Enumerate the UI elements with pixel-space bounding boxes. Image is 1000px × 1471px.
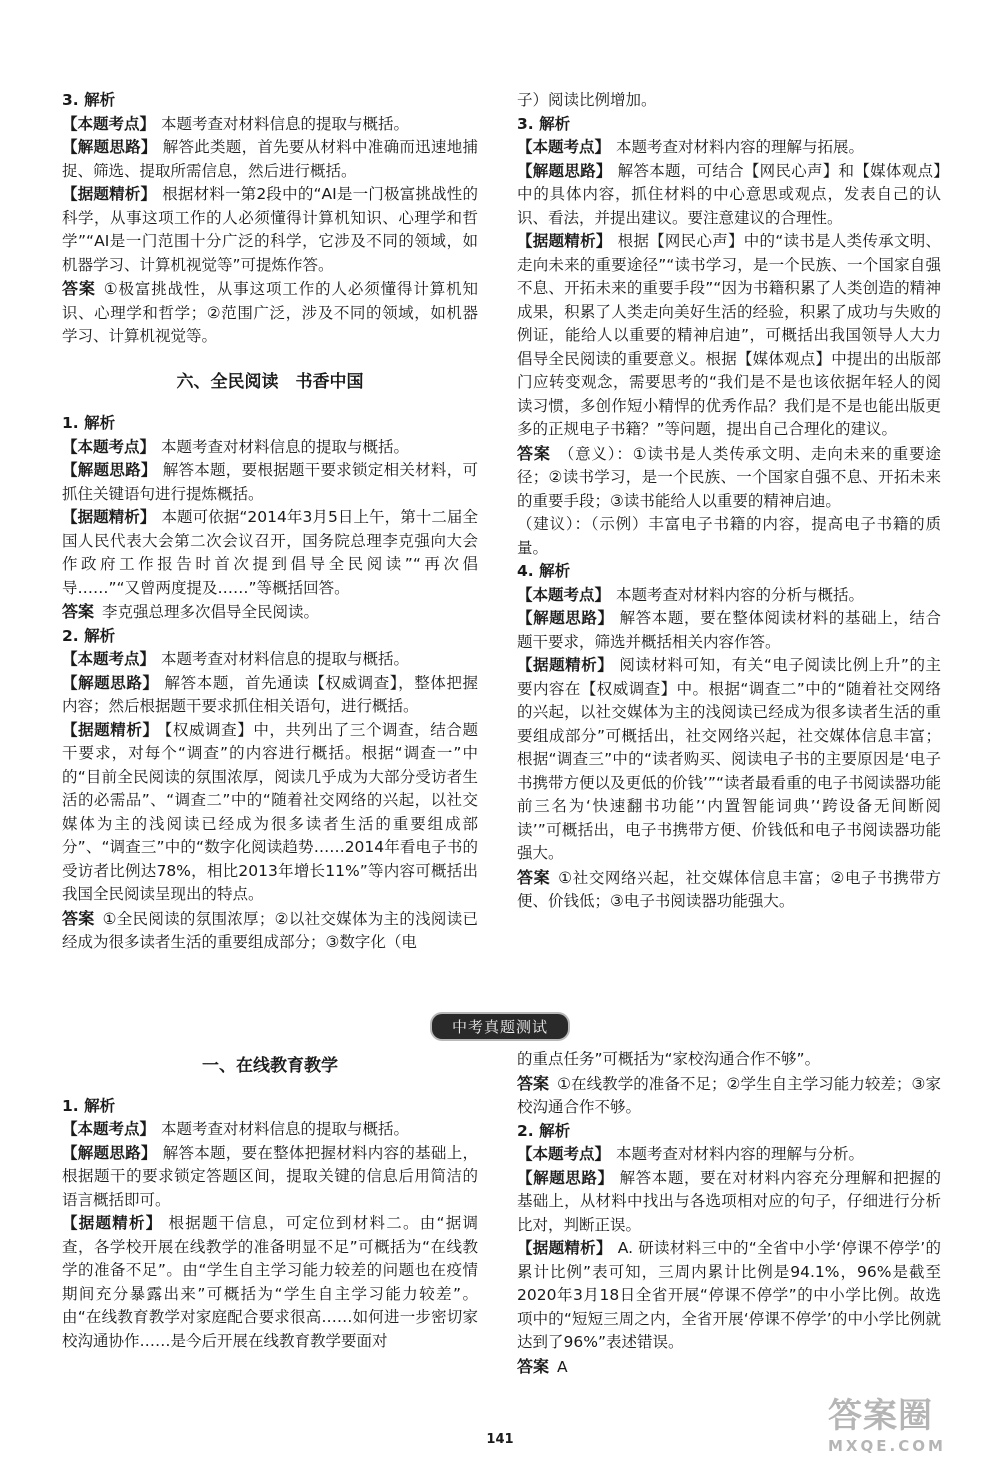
answer-label: 答案 (62, 908, 95, 928)
exam-banner (0, 1011, 1000, 1045)
label-kaodian: 【本题考点】 (62, 437, 156, 456)
q3-silu (517, 160, 941, 231)
answer-label: 答案 (62, 279, 96, 298)
q1-kaodian (62, 1118, 478, 1142)
q1-jingxi-text: 根据题干信息，可定位到材料二。由“据调查，各学校开展在线教学的准备明显不足”可概括为“在线教学的准备不足”。由“学生自主学习能力较差的问题也在疫情期间充分暴露出来”可概括为“学生自主学习能力较差”。由“在线教育教学对家庭配合要求很高……如何进一步密切家校沟通协作……是今后开展在线教育教学要面对 (62, 1214, 478, 1350)
q1-silu-text: 解答本题，要根据题干要求锁定相关材料，可抓住关键语句进行提炼概括。 (62, 461, 478, 503)
right-column-top (517, 89, 941, 914)
q1-jingxi (62, 506, 478, 600)
right-column-bottom (517, 1048, 941, 1379)
exam-banner-label: 中考真题测试 (432, 1014, 568, 1039)
q4-answer (517, 866, 941, 914)
label-kaodian: 【本题考点】 (517, 1145, 611, 1163)
question-1-header: 1. 解析 (62, 414, 116, 432)
q3-jingxi (517, 230, 941, 442)
q3-jingxi-text: 根据材料一第2段中的“AI是一门极富挑战性的科学，从事这项工作的人必须懂得计算机知识、心理学和哲学”“AI是一门范围十分广泛的科学，它涉及不同的领域，如机器学习、计算机视觉等”可提炼作答。 (62, 185, 478, 274)
q4-answer-text: ①社交网络兴起，社交媒体信息丰富；②电子书携带方便、价钱低；③电子书阅读器功能强大。 (517, 868, 941, 910)
q2-jingxi (62, 719, 478, 907)
q2-kaodian (62, 648, 478, 672)
q2-silu (62, 672, 478, 719)
q3-jingxi (62, 183, 478, 277)
label-kaodian: 【本题考点】 (517, 138, 611, 156)
left-column-top (62, 89, 478, 955)
label-jingxi: 【据题精析】 (62, 185, 157, 203)
q4-kaodian-text: 本题考查对材料内容的分析与概括。 (616, 585, 865, 604)
answer-label: 答案 (62, 602, 95, 621)
q2-silu-text: 解答本题，要在对材料内容充分理解和把握的基础上，从材料中找出与各选项相对应的句子，仔细进行分析比对，判断正误。 (517, 1168, 941, 1234)
q4-kaodian (517, 584, 941, 608)
watermark-line2: MXQE.COM (828, 1437, 946, 1455)
q2-kaodian-text: 本题考查对材料信息的提取与概括。 (161, 650, 410, 668)
label-silu: 【解题思路】 (62, 138, 157, 156)
q3-kaodian-text: 本题考查对材料信息的提取与概括。 (161, 114, 410, 133)
q2-jingxi-text: 【权威调查】中，共列出了三个调查，结合题干要求，对每个“调查”的内容进行概括。根据“调查一”中的“目前全民阅读的氛围浓厚，阅读几乎成为大部分受访者生活的必需品”、“调查二”中的“随着社交网络的兴起，以社交媒体为主的浅阅读已经成为很多读者生活的重要组成部分”、“调查三”中的“数字化阅读趋势……2014年看电子书的受访者比例达78%，相比2013年增长11%”等内容可概括出我国全民阅读呈现出的特点。 (62, 720, 478, 903)
question-3-header: 3. 解析 (62, 91, 116, 109)
label-silu: 【解题思路】 (517, 1168, 614, 1187)
section-1-title: 一、在线教育教学 (202, 1056, 338, 1076)
q2-silu (517, 1167, 941, 1238)
q3-silu-text: 解答本题，可结合【网民心声】和【媒体观点】中的具体内容，抓住材料的中心意思或观点，发表自己的认识、看法，并提出建议。要注意建议的合理性。 (517, 161, 941, 227)
q4-jingxi-text: 阅读材料可知，有关“电子阅读比例上升”的主要内容在【权威调查】中。根据“调查二”中的“随着社交网络的兴起，以社交媒体为主的浅阅读已经成为很多读者生活的重要组成部分”可概括出，社交网络兴起，社交媒体信息丰富；根据“调查三”中的“读者购买、阅读电子书的主要原因是‘电子书携带方便以及更低的价钱’”“读者最看重的电子书阅读器功能前三名为‘快速翻书功能’‘内置智能词典’‘跨设备无间断阅读’”可概括出，电子书携带方便、价钱低和电子书阅读器功能强大。 (517, 656, 941, 862)
label-jingxi: 【据题精析】 (517, 1239, 612, 1257)
q2-jingxi (517, 1237, 941, 1355)
q1-silu (62, 1142, 478, 1213)
q3-answer-text: （意义）：①读书是人类传承文明、走向未来的重要途径；②读书学习，是一个民族、一个国家自强不息、开拓未来的重要手段；③读书能给人以重要的精神启迪。 (517, 444, 941, 510)
q2-silu-text: 解答本题，首先通读【权威调查】，整体把握内容；然后根据题干要求抓住相关语句，进行概括。 (62, 673, 478, 715)
answer-label: 答案 (517, 443, 551, 463)
label-kaodian: 【本题考点】 (62, 114, 156, 133)
question-3-header: 3. 解析 (517, 114, 571, 133)
label-silu: 【解题思路】 (62, 1143, 157, 1162)
question-2-header: 2. 解析 (517, 1121, 571, 1140)
q3-kaodian (62, 113, 478, 137)
q1-jingxi-continued: 的重点任务”可概括为“家校沟通合作不够”。 (517, 1050, 821, 1068)
page-number: 141 (486, 1432, 514, 1447)
label-jingxi: 【据题精析】 (517, 232, 612, 250)
label-kaodian: 【本题考点】 (62, 650, 156, 668)
section-6-title: 六、全民阅读 书香中国 (176, 371, 364, 392)
q1-kaodian-text: 本题考查对材料信息的提取与概括。 (161, 437, 410, 456)
q1-kaodian-text: 本题考查对材料信息的提取与概括。 (161, 1120, 410, 1138)
q2-jingxi-text: A. 研读材料三中的“全省中小学‘停课不停学’的累计比例”表可知，三周内累计比例是94.1%，96%是截至2020年3月18日全省开展“停课不停学”的中小学比例。故选项中的“短短三周之内，全省开展‘停课不停学’的中小学比例就达到了96%”表述错误。 (517, 1239, 941, 1351)
q1-jingxi-text: 本题可依据“2014年3月5日上午，第十二届全国人民代表大会第二次会议召开，国务院总理李克强向大会作政府工作报告时首次提到倡导全民阅读”“再次倡导……”“又曾两度提及……”等概括回答。 (62, 508, 478, 597)
watermark-logo (828, 1388, 988, 1455)
q1-jingxi (62, 1212, 478, 1353)
q3-answer (517, 442, 941, 514)
label-jingxi: 【据题精析】 (62, 720, 159, 739)
q3-silu (62, 136, 478, 183)
watermark-line1: 答案圈 (828, 1396, 933, 1436)
q3-silu-text: 解答此类题，首先要从材料中准确而迅速地捕捉、筛选、提取所需信息，然后进行概括。 (62, 138, 478, 180)
q2-answer-text: A (557, 1357, 568, 1376)
q3-kaodian (517, 136, 941, 160)
question-4-header: 4. 解析 (517, 562, 571, 580)
label-silu: 【解题思路】 (62, 673, 159, 692)
q1-answer (62, 600, 478, 625)
label-kaodian: 【本题考点】 (517, 585, 611, 604)
q1-silu (62, 459, 478, 506)
left-column-bottom (62, 1056, 478, 1353)
q4-silu (517, 607, 941, 654)
q3-answer-text: ①极富挑战性，从事这项工作的人必须懂得计算机知识、心理学和哲学；②范围广泛，涉及不同的领域，如机器学习、计算机视觉等。 (62, 280, 478, 345)
label-jingxi: 【据题精析】 (62, 1214, 163, 1232)
label-kaodian: 【本题考点】 (62, 1120, 156, 1138)
question-2-header: 2. 解析 (62, 626, 116, 645)
label-silu: 【解题思路】 (517, 609, 614, 627)
q3-kaodian-text: 本题考查对材料内容的理解与拓展。 (616, 138, 865, 156)
q3-answer (62, 277, 478, 349)
q3-jingxi-text: 根据【网民心声】中的“读书是人类传承文明、走向未来的重要途径”“读书学习，是一个民族、一个国家自强不息、开拓未来的重要手段”“因为书籍积累了人类创造的精神成果，积累了人类走向美好生活的经验，积累了成功与失败的例证，能给人以重要的精神启迪”，可概括出我国领导人大力倡导全民阅读的重要意义。根据【媒体观点】中提出的出版部门应转变观念，需要思考的“我们是不是也该依据年轻人的阅读习惯，多创作短小精悍的优秀作品？我们是不是也能出版更多的正规电子书籍？”等问题，提出自己合理化的建议。 (517, 232, 941, 438)
q2-answer-continued: 子）阅读比例增加。 (517, 91, 657, 109)
q1-kaodian (62, 436, 478, 460)
q4-jingxi (517, 654, 941, 866)
q2-kaodian-text: 本题考查对材料内容的理解与分析。 (616, 1145, 865, 1163)
q1-answer-text: ①在线教学的准备不足；②学生自主学习能力较差；③家校沟通合作不够。 (517, 1074, 941, 1116)
label-jingxi: 【据题精析】 (517, 656, 614, 674)
q2-answer-text: ①全民阅读的氛围浓厚；②以社交媒体为主的浅阅读已经成为很多读者生活的重要组成部分；③数字化（电 (62, 909, 478, 951)
label-silu: 【解题思路】 (517, 161, 612, 180)
question-1-header: 1. 解析 (62, 1096, 116, 1115)
label-silu: 【解题思路】 (62, 461, 157, 479)
q2-kaodian (517, 1143, 941, 1167)
q3-answer-suggestion: （建议）：（示例）丰富电子书籍的内容，提高电子书籍的质量。 (517, 515, 941, 557)
q2-answer (62, 907, 478, 955)
q4-silu-text: 解答本题，要在整体阅读材料的基础上，结合题干要求，筛选并概括相关内容作答。 (517, 609, 941, 651)
answer-label: 答案 (517, 1356, 550, 1376)
q1-answer (517, 1072, 941, 1120)
answer-label: 答案 (517, 1073, 550, 1093)
answer-label: 答案 (517, 867, 551, 887)
q1-answer-text: 李克强总理多次倡导全民阅读。 (102, 603, 320, 621)
q1-silu-text: 解答本题，要在整体把握材料内容的基础上，根据题干的要求锁定答题区间，提取关键的信息后用简洁的语言概括即可。 (62, 1143, 478, 1209)
q2-answer (517, 1355, 941, 1380)
label-jingxi: 【据题精析】 (62, 508, 156, 526)
